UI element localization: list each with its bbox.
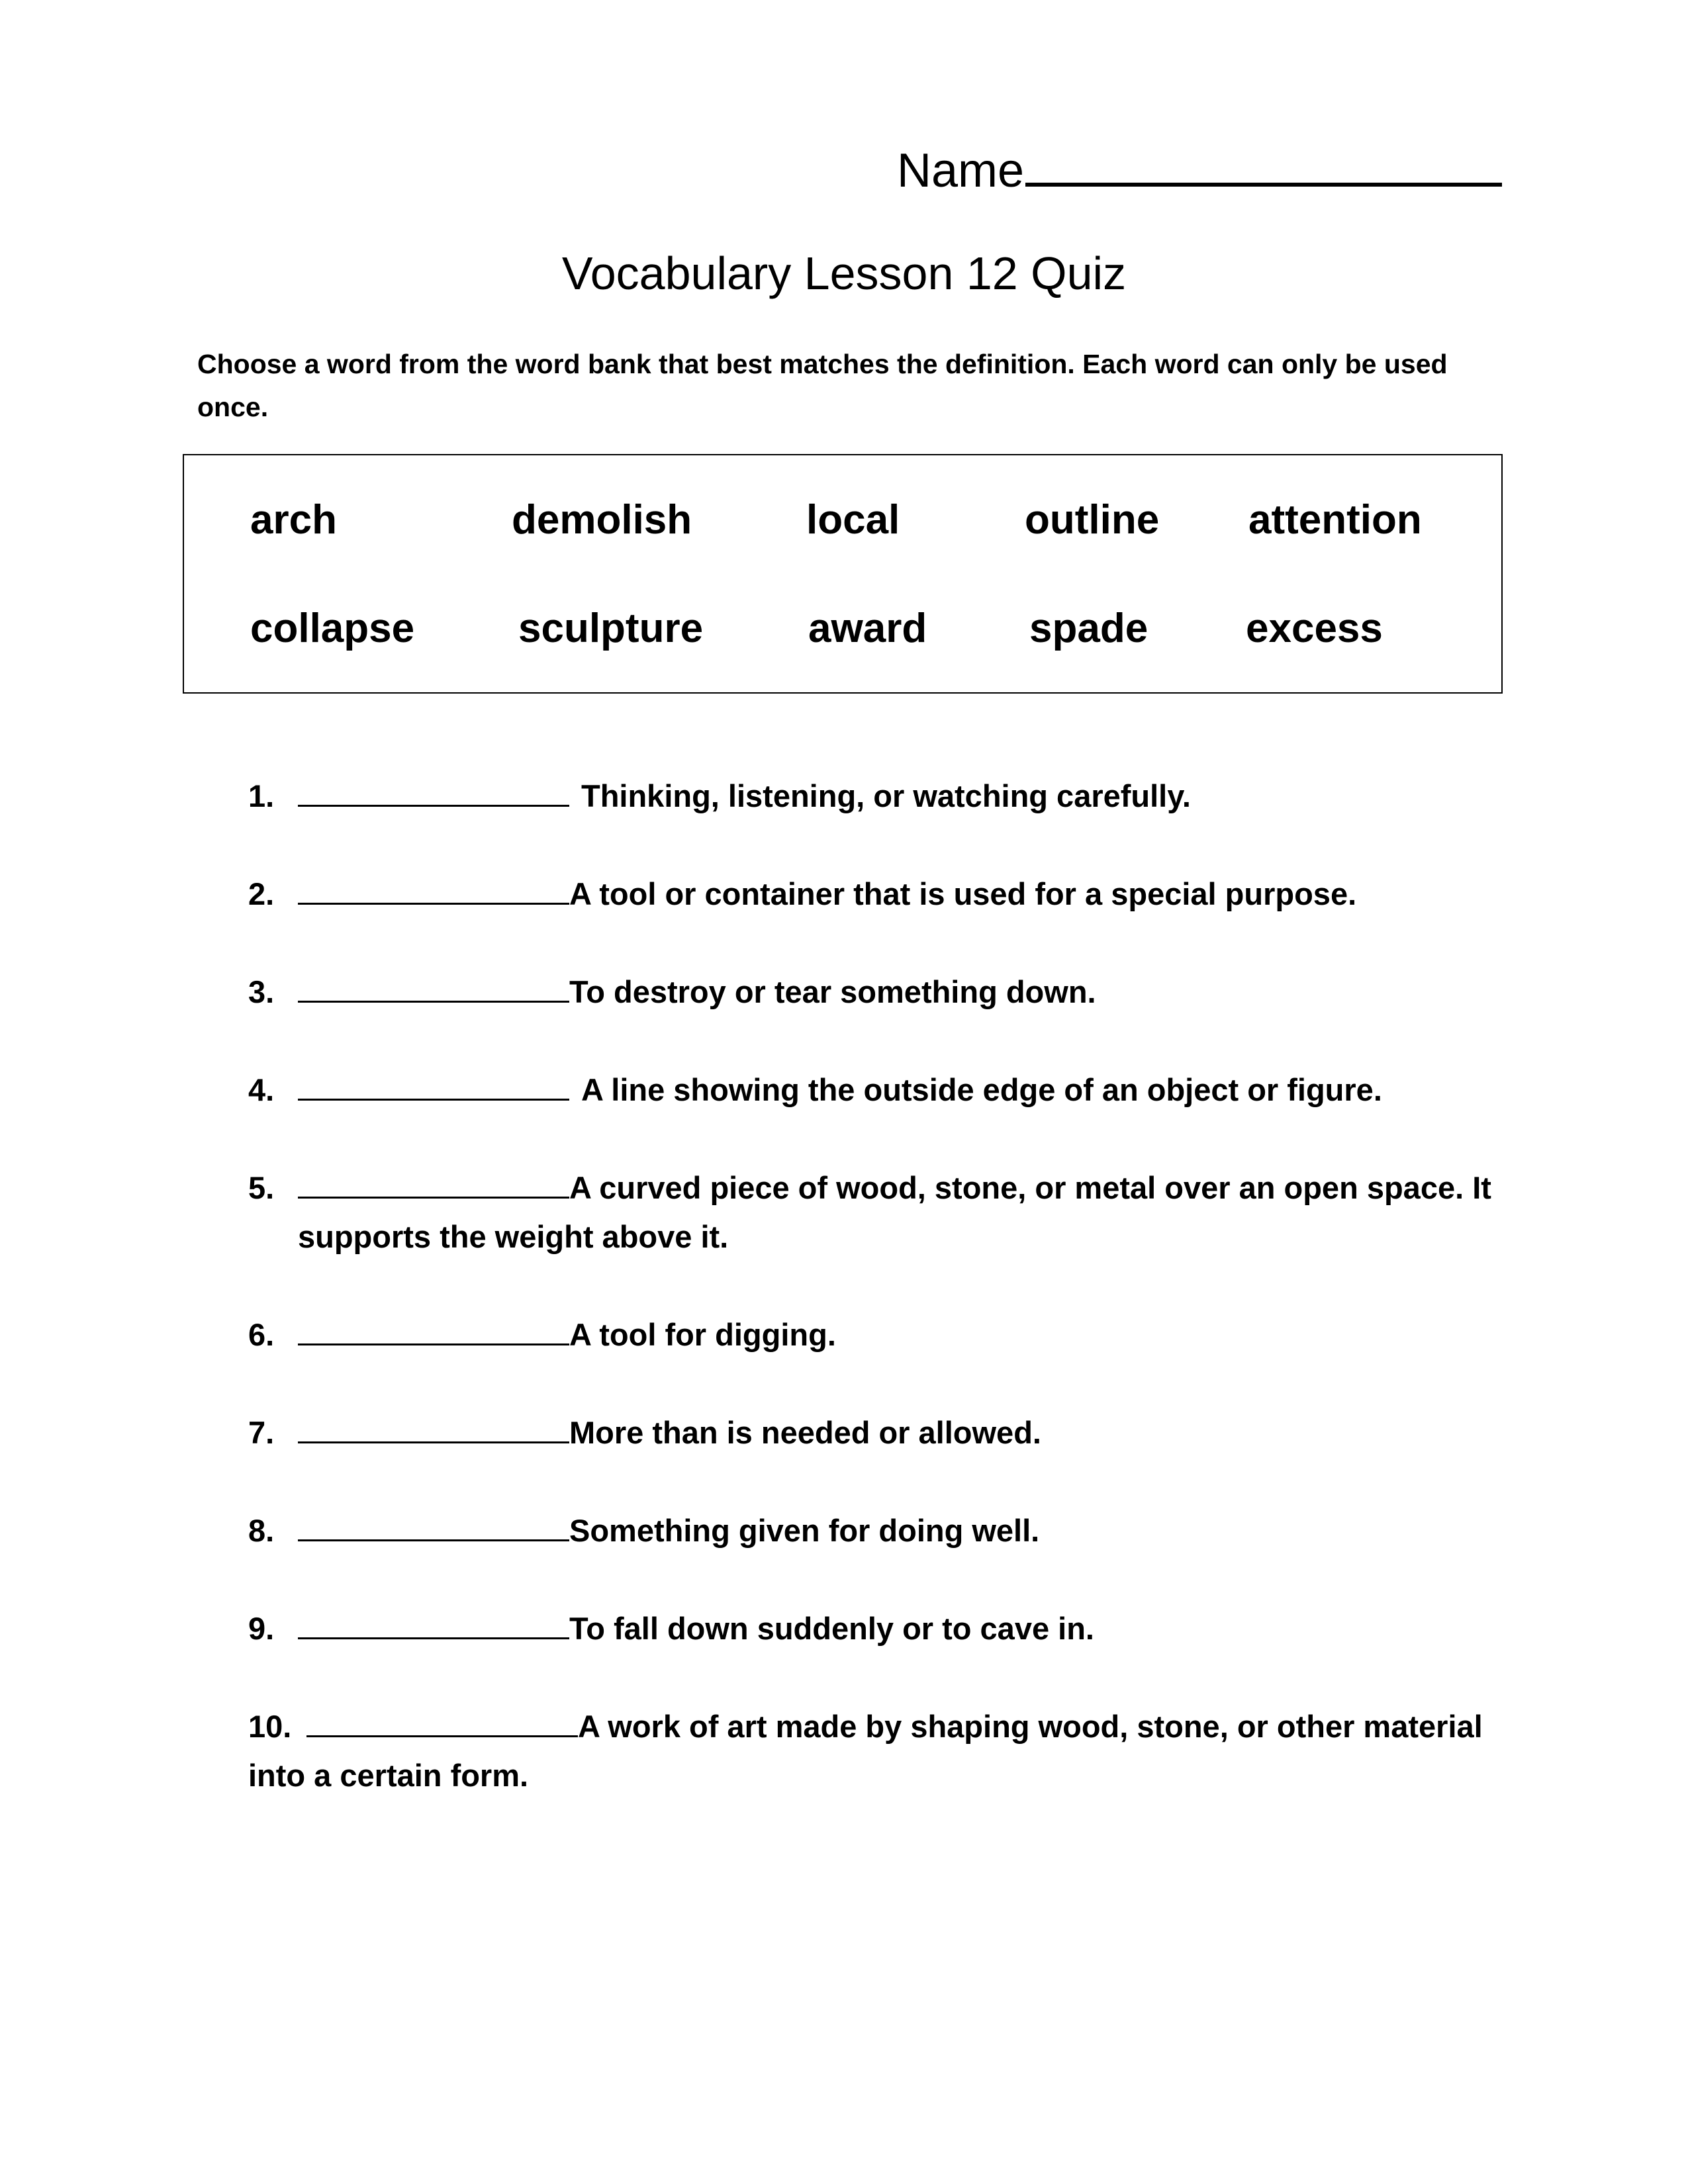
word-bank-word: award xyxy=(808,606,927,651)
word-bank-word: demolish xyxy=(512,497,692,543)
question-item xyxy=(248,870,1506,919)
question-definition: A tool for digging. xyxy=(569,1317,836,1352)
answer-blank[interactable] xyxy=(298,879,569,905)
question-item xyxy=(248,1066,1506,1115)
answer-blank[interactable] xyxy=(298,1320,569,1345)
name-blank-line[interactable] xyxy=(1025,183,1502,187)
question-item xyxy=(248,1408,1506,1457)
question-number: 6. xyxy=(248,1317,275,1352)
question-item xyxy=(248,772,1506,821)
question-item xyxy=(248,1310,1506,1359)
name-label: Name xyxy=(897,144,1025,197)
question-number: 4. xyxy=(248,1072,275,1107)
question-item xyxy=(248,1604,1506,1653)
instructions: Choose a word from the word bank that best matches the definition. Each word can only be used once. xyxy=(197,349,1448,422)
word-bank-word: excess xyxy=(1246,606,1383,651)
answer-blank[interactable] xyxy=(298,781,569,807)
question-item xyxy=(248,968,1506,1017)
question-number: 2. xyxy=(248,876,275,911)
answer-blank[interactable] xyxy=(298,1418,569,1443)
name-field[interactable] xyxy=(897,144,1502,197)
question-number: 1. xyxy=(248,778,275,813)
question-definition: A work of art made by shaping wood, stone, or other material into a certain form. xyxy=(248,1709,1483,1793)
question-definition: A tool or container that is used for a special purpose. xyxy=(569,876,1357,911)
question-definition: A curved piece of wood, stone, or metal over an open space. It supports the weight above it. xyxy=(298,1170,1491,1254)
word-bank-word: attention xyxy=(1248,497,1422,543)
question-number: 5. xyxy=(248,1170,275,1205)
answer-blank[interactable] xyxy=(298,1075,569,1101)
word-bank-word: outline xyxy=(1025,497,1160,543)
word-bank-word: spade xyxy=(1029,606,1149,651)
question-definition: Thinking, listening, or watching carefully. xyxy=(581,778,1191,813)
question-definition: To destroy or tear something down. xyxy=(569,974,1096,1009)
word-bank-row-1 xyxy=(184,494,1501,547)
answer-blank[interactable] xyxy=(306,1711,578,1737)
question-definition: More than is needed or allowed. xyxy=(569,1415,1041,1450)
answer-blank[interactable] xyxy=(298,1614,569,1639)
question-item xyxy=(248,1702,1506,1800)
word-bank-word: sculpture xyxy=(518,606,704,651)
answer-blank[interactable] xyxy=(298,977,569,1003)
word-bank-word: arch xyxy=(250,497,337,543)
word-bank-row-2 xyxy=(184,602,1501,655)
answer-blank[interactable] xyxy=(298,1516,569,1541)
question-number: 9. xyxy=(248,1611,275,1646)
question-item xyxy=(248,1163,1506,1261)
question-definition: A line showing the outside edge of an object or figure. xyxy=(581,1072,1382,1107)
question-definition: To fall down suddenly or to cave in. xyxy=(569,1611,1094,1646)
question-definition: Something given for doing well. xyxy=(569,1513,1040,1548)
word-bank-word: collapse xyxy=(250,606,415,651)
question-number: 10. xyxy=(248,1709,292,1744)
word-bank-word: local xyxy=(806,497,900,543)
page-title: Vocabulary Lesson 12 Quiz xyxy=(561,248,1127,299)
question-number: 7. xyxy=(248,1415,275,1450)
question-item xyxy=(248,1506,1506,1555)
question-number: 3. xyxy=(248,974,275,1009)
answer-blank[interactable] xyxy=(298,1173,569,1199)
word-bank xyxy=(183,454,1503,694)
question-number: 8. xyxy=(248,1513,275,1548)
